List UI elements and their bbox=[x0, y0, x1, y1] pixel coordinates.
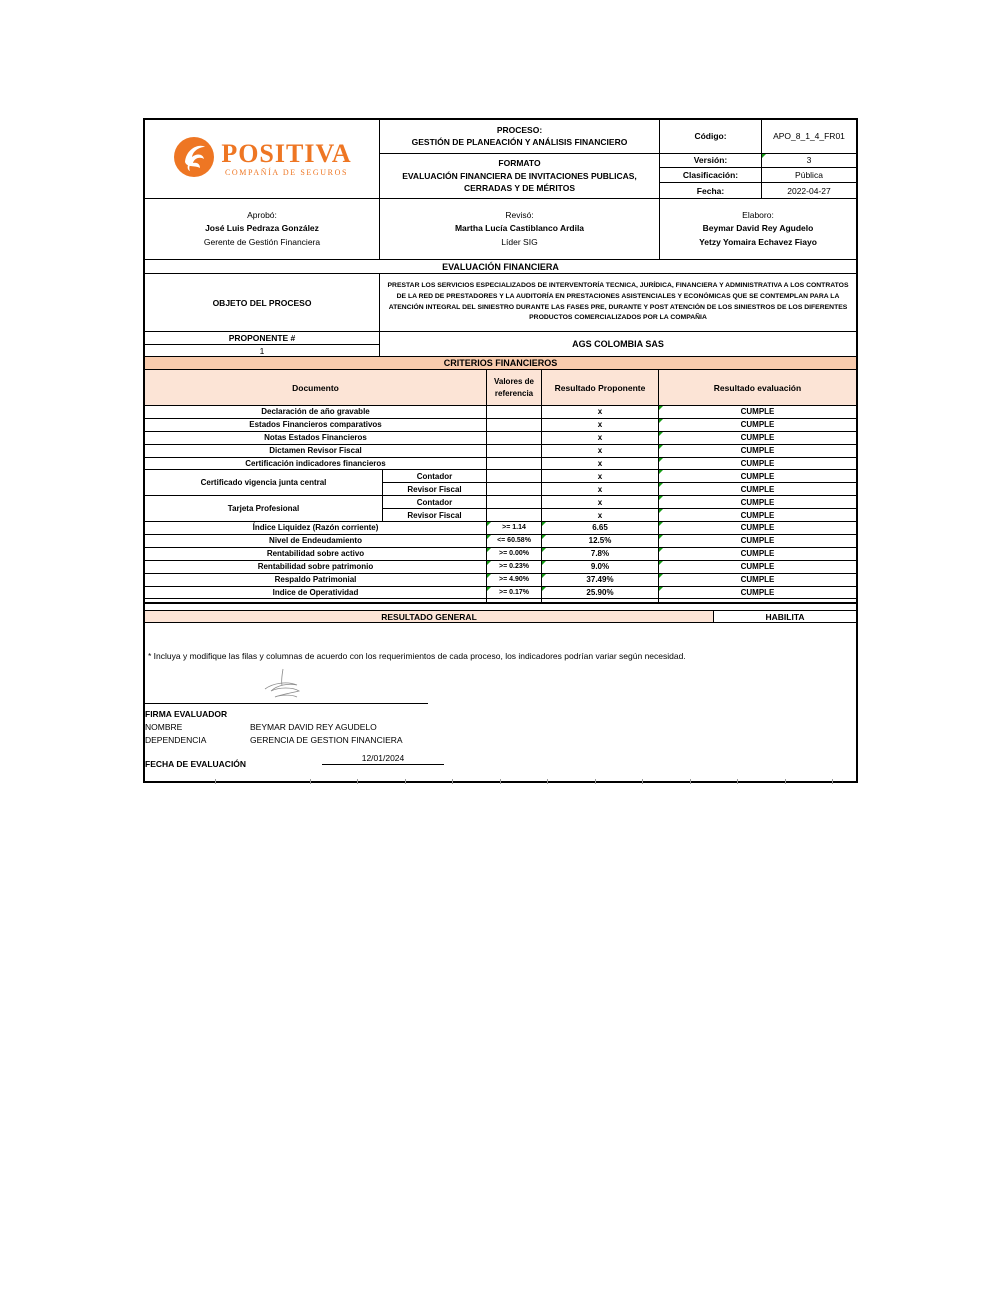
eval-value: CUMPLE bbox=[659, 458, 856, 470]
proponente-name: AGS COLOMBIA SAS bbox=[572, 339, 664, 349]
elaboro-name-1: Beymar David Rey Agudelo bbox=[702, 223, 814, 234]
col-resultado: Resultado Proponente bbox=[542, 370, 659, 405]
ref-value bbox=[487, 496, 542, 508]
res-value: x bbox=[542, 419, 659, 431]
cell-flag-icon bbox=[659, 470, 663, 474]
eval-value: CUMPLE bbox=[659, 419, 856, 431]
table-row bbox=[145, 432, 856, 445]
eval-value: CUMPLE bbox=[659, 561, 856, 573]
formato-label: FORMATO bbox=[498, 158, 541, 169]
codigo-value: APO_8_1_4_FR01 bbox=[773, 131, 845, 142]
fecha-label: Fecha: bbox=[660, 183, 762, 198]
res-value: 9.0% bbox=[542, 561, 659, 573]
table-row bbox=[145, 574, 856, 587]
cell-flag-icon bbox=[487, 561, 491, 565]
cell-flag-icon bbox=[487, 574, 491, 578]
doc-name: Rentabilidad sobre patrimonio bbox=[145, 561, 487, 573]
grid-tick bbox=[452, 779, 453, 784]
fecha-evaluacion-value: 12/01/2024 bbox=[322, 753, 444, 765]
ref-value: <= 60.58% bbox=[487, 535, 542, 547]
doc-name: Dictamen Revisor Fiscal bbox=[145, 445, 487, 457]
cell-flag-icon bbox=[487, 587, 491, 591]
fecha-value: 2022-04-27 bbox=[787, 185, 831, 196]
eval-value: CUMPLE bbox=[659, 522, 856, 534]
brand-name: POSITIVA bbox=[221, 139, 352, 168]
cell-flag-icon bbox=[659, 432, 663, 436]
doc-name: Notas Estados Financieros bbox=[145, 432, 487, 444]
reviso-cell bbox=[380, 199, 660, 259]
res-value: x bbox=[542, 483, 659, 496]
ref-value: >= 0.23% bbox=[487, 561, 542, 573]
cell-flag-icon bbox=[659, 458, 663, 462]
res-value: x bbox=[542, 432, 659, 444]
doc-name: Declaración de año gravable bbox=[145, 406, 487, 418]
res-value: x bbox=[542, 470, 659, 482]
cell-flag-icon bbox=[659, 574, 663, 578]
brand-tagline: COMPAÑÍA DE SEGUROS bbox=[224, 168, 348, 177]
criterios-banner: CRITERIOS FINANCIEROS bbox=[145, 357, 856, 370]
ref-value: >= 0.00% bbox=[487, 548, 542, 560]
grid-tick bbox=[310, 779, 311, 784]
objeto-text: PRESTAR LOS SERVICIOS ESPECIALIZADOS DE INTERVENTORÍA TECNICA, JURÍDICA, FINANCIERA Y ADMINISTRATIVA A LOS CONTRATOS DE LA RED DE PRESTADORES Y LA AUDITORÍA EN PRESTACIONES ASISTENCIALES Y ECONÓMICAS QUE SE CONTEMPLAN PARA LA ATENCIÓN INTEGRAL DEL SINIESTRO DURANTE LAS FASES PRE, DURANTE Y POST ATENCIÓN DE LOS SINIESTROS DE LOS DIFERENTES PRODUCTOS COMERCIALIZADOS POR LA COMPAÑIA bbox=[387, 282, 849, 322]
eval-value: CUMPLE bbox=[659, 445, 856, 457]
cell-flag-icon bbox=[659, 496, 663, 500]
doc-name: Índice Liquidez (Razón corriente) bbox=[145, 522, 487, 534]
ref-value bbox=[487, 458, 542, 470]
ref-value: >= 0.17% bbox=[487, 587, 542, 599]
group-label: Certificado vigencia junta central bbox=[145, 470, 383, 495]
res-value: x bbox=[542, 496, 659, 508]
logo-cell bbox=[145, 120, 380, 198]
cell-flag-icon bbox=[542, 535, 546, 539]
header-meta bbox=[660, 120, 856, 198]
eval-value: CUMPLE bbox=[659, 406, 856, 418]
cell-flag-icon bbox=[659, 483, 663, 487]
reviso-label: Revisó: bbox=[505, 210, 534, 221]
sub-label: Contador bbox=[383, 470, 487, 482]
col-documento: Documento bbox=[145, 370, 487, 405]
ref-value bbox=[487, 470, 542, 482]
elaboro-name-2: Yetzy Yomaira Echavez Fiayo bbox=[699, 236, 817, 247]
cell-flag-icon bbox=[487, 535, 491, 539]
proceso-label: PROCESO: bbox=[496, 124, 543, 135]
grid-tick bbox=[595, 779, 596, 784]
res-value: x bbox=[542, 445, 659, 457]
eval-value: CUMPLE bbox=[659, 509, 856, 522]
form-header bbox=[145, 120, 856, 199]
objeto-row bbox=[145, 274, 856, 332]
ref-value bbox=[487, 445, 542, 457]
cell-flag-icon bbox=[659, 548, 663, 552]
res-value: 25.90% bbox=[542, 587, 659, 599]
cell-flag-icon bbox=[487, 548, 491, 552]
cell-flag-icon bbox=[659, 419, 663, 423]
version-label: Versión: bbox=[660, 154, 762, 168]
formato-cell bbox=[380, 154, 659, 198]
table-row bbox=[145, 458, 856, 471]
eval-value: CUMPLE bbox=[659, 432, 856, 444]
proponente-label: PROPONENTE # bbox=[145, 332, 379, 345]
positiva-logo-icon bbox=[172, 135, 216, 184]
table-row bbox=[145, 548, 856, 561]
proceso-cell bbox=[380, 120, 659, 154]
elaboro-cell bbox=[660, 199, 856, 259]
dependencia-label: DEPENDENCIA bbox=[145, 735, 207, 746]
clasificacion-value: Pública bbox=[795, 170, 823, 181]
doc-name: Certificación indicadores financieros bbox=[145, 458, 487, 470]
grid-tick bbox=[642, 779, 643, 784]
reviso-name: Martha Lucía Castiblanco Ardila bbox=[454, 223, 585, 234]
nombre-value: BEYMAR DAVID REY AGUDELO bbox=[250, 722, 377, 733]
ref-value: >= 1.14 bbox=[487, 522, 542, 534]
grid-tick bbox=[785, 779, 786, 784]
eval-value: CUMPLE bbox=[659, 496, 856, 508]
sub-label: Revisor Fiscal bbox=[383, 483, 487, 496]
doc-name: Rentabilidad sobre activo bbox=[145, 548, 487, 560]
table-row bbox=[145, 522, 856, 535]
cell-flag-icon bbox=[542, 574, 546, 578]
ref-value bbox=[487, 406, 542, 418]
res-value: x bbox=[542, 509, 659, 522]
sub-label: Contador bbox=[383, 496, 487, 508]
ref-value bbox=[487, 483, 542, 496]
table-row bbox=[145, 406, 856, 419]
res-value: 7.8% bbox=[542, 548, 659, 560]
resultado-general-value: HABILITA bbox=[765, 611, 805, 622]
doc-name: Indice de Operatividad bbox=[145, 587, 487, 599]
criteria-table-header bbox=[145, 370, 856, 406]
cell-flag-icon bbox=[542, 522, 546, 526]
table-row bbox=[145, 587, 856, 600]
clasificacion-label: Clasificación: bbox=[660, 168, 762, 182]
reviso-role: Líder SIG bbox=[501, 236, 538, 247]
cell-flag-icon bbox=[659, 509, 663, 513]
formato-value: EVALUACIÓN FINANCIERA DE INVITACIONES PUBLICAS, CERRADAS Y DE MÉRITOS bbox=[402, 170, 637, 193]
evaluation-form bbox=[143, 118, 858, 783]
elaboro-label: Elaboro: bbox=[742, 210, 774, 221]
cell-flag-icon bbox=[659, 445, 663, 449]
nombre-label: NOMBRE bbox=[145, 722, 183, 733]
table-row bbox=[145, 445, 856, 458]
table-group-row bbox=[145, 470, 856, 496]
eval-value: CUMPLE bbox=[659, 535, 856, 547]
grid-tick bbox=[690, 779, 691, 784]
resultado-general-label: RESULTADO GENERAL bbox=[145, 611, 714, 622]
table-group-row bbox=[145, 496, 856, 522]
res-value: 12.5% bbox=[542, 535, 659, 547]
proponente-row bbox=[145, 332, 856, 357]
grid-tick bbox=[547, 779, 548, 784]
proponente-number: 1 bbox=[259, 345, 265, 356]
res-value: 37.49% bbox=[542, 574, 659, 586]
footnote: * Incluya y modifique las filas y columnas de acuerdo con los requerimientos de cada proceso, los indicadores podrían variar según necesidad. bbox=[148, 651, 686, 662]
sub-label: Revisor Fiscal bbox=[383, 509, 487, 522]
ref-value: >= 4.90% bbox=[487, 574, 542, 586]
doc-name: Respaldo Patrimonial bbox=[145, 574, 487, 586]
eval-value: CUMPLE bbox=[659, 470, 856, 482]
res-value: x bbox=[542, 458, 659, 470]
approvals-row bbox=[145, 199, 856, 260]
grid-tick bbox=[737, 779, 738, 784]
version-value: 3 bbox=[762, 154, 856, 168]
cell-flag-icon bbox=[659, 522, 663, 526]
eval-value: CUMPLE bbox=[659, 548, 856, 560]
signature-section bbox=[145, 623, 856, 781]
header-middle bbox=[380, 120, 660, 198]
aprobo-cell bbox=[145, 199, 380, 259]
eval-value: CUMPLE bbox=[659, 587, 856, 599]
aprobo-label: Aprobó: bbox=[247, 210, 277, 221]
res-value: x bbox=[542, 406, 659, 418]
proceso-value: GESTIÓN DE PLANEACIÓN Y ANÁLISIS FINANCIERO bbox=[411, 137, 628, 148]
fecha-evaluacion-label: FECHA DE EVALUACIÓN bbox=[145, 759, 247, 770]
codigo-label: Código: bbox=[660, 120, 762, 153]
cell-flag-icon bbox=[542, 548, 546, 552]
doc-name: Nivel de Endeudamiento bbox=[145, 535, 487, 547]
cell-flag-icon bbox=[762, 154, 766, 158]
eval-value: CUMPLE bbox=[659, 574, 856, 586]
dependencia-value: GERENCIA DE GESTION FINANCIERA bbox=[250, 735, 403, 746]
grid-tick bbox=[500, 779, 501, 784]
group-label: Tarjeta Profesional bbox=[145, 496, 383, 521]
signature-line bbox=[145, 703, 428, 704]
doc-name: Estados Financieros comparativos bbox=[145, 419, 487, 431]
table-row bbox=[145, 419, 856, 432]
cell-flag-icon bbox=[487, 522, 491, 526]
aprobo-role: Gerente de Gestión Financiera bbox=[203, 236, 321, 247]
ref-value bbox=[487, 419, 542, 431]
table-row bbox=[145, 561, 856, 574]
col-valores: Valores de referencia bbox=[487, 370, 542, 405]
cell-flag-icon bbox=[542, 587, 546, 591]
cell-flag-icon bbox=[659, 587, 663, 591]
ref-value bbox=[487, 509, 542, 522]
signature-scribble-icon bbox=[253, 667, 313, 705]
aprobo-name: José Luis Pedraza González bbox=[205, 223, 319, 234]
ref-value bbox=[487, 432, 542, 444]
eval-value: CUMPLE bbox=[659, 483, 856, 496]
col-evaluacion: Resultado evaluación bbox=[713, 382, 802, 393]
grid-tick bbox=[357, 779, 358, 784]
cell-flag-icon bbox=[542, 561, 546, 565]
grid-tick bbox=[405, 779, 406, 784]
evaluacion-banner: EVALUACIÓN FINANCIERA bbox=[145, 260, 856, 274]
cell-flag-icon bbox=[659, 535, 663, 539]
table-row bbox=[145, 535, 856, 548]
firma-title: FIRMA EVALUADOR bbox=[145, 709, 228, 720]
grid-tick bbox=[215, 779, 216, 784]
res-value: 6.65 bbox=[542, 522, 659, 534]
cell-flag-icon bbox=[659, 406, 663, 410]
grid-tick bbox=[832, 779, 833, 784]
cell-flag-icon bbox=[659, 561, 663, 565]
resultado-general-row bbox=[145, 610, 856, 623]
objeto-label: OBJETO DEL PROCESO bbox=[145, 274, 380, 331]
